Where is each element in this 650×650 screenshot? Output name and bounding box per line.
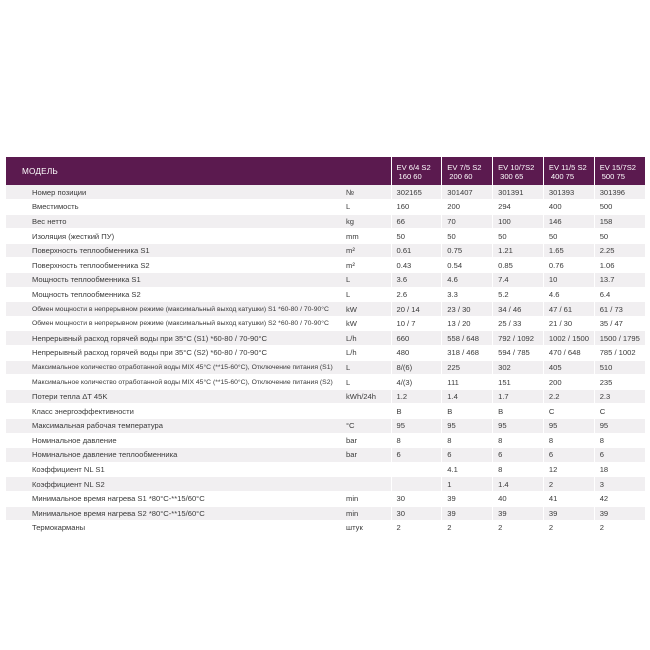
row-value: 8/(6) [391, 360, 442, 375]
row-value: 50 [493, 229, 544, 244]
table-row [6, 331, 645, 346]
header-row [6, 157, 645, 185]
model-name: EV 10/7S2 [498, 163, 535, 172]
row-value: 1 [442, 477, 493, 492]
row-label: Минимальное время нагрева S2 *80°C-**15/60°C [6, 506, 342, 521]
row-value: 1.2 [391, 389, 442, 404]
table-row [6, 302, 645, 317]
row-value: 318 / 468 [442, 346, 493, 361]
row-unit: L [342, 200, 391, 215]
row-value: B [391, 404, 442, 419]
model-header-cell [493, 157, 544, 185]
table-body [6, 185, 645, 535]
row-label: Мощность теплообменника S1 [6, 273, 342, 288]
row-label: Коэффициент NL S1 [6, 462, 342, 477]
row-value: C [543, 404, 594, 419]
row-value: 0.76 [543, 258, 594, 273]
table-row [6, 477, 645, 492]
row-value: 42 [594, 491, 645, 506]
row-value: 3.6 [391, 273, 442, 288]
row-unit: L [342, 360, 391, 375]
row-value: 2 [543, 477, 594, 492]
row-value: 61 / 73 [594, 302, 645, 317]
model-header-cell [594, 157, 645, 185]
row-label: Вес нетто [6, 214, 342, 229]
row-value: 400 [543, 200, 594, 215]
row-value: 30 [391, 506, 442, 521]
row-value: 39 [442, 506, 493, 521]
row-value: 40 [493, 491, 544, 506]
row-value: 1.4 [493, 477, 544, 492]
table-row [6, 491, 645, 506]
row-value: 5.2 [493, 287, 544, 302]
row-value: 8 [493, 433, 544, 448]
row-value: 66 [391, 214, 442, 229]
row-unit: L [342, 375, 391, 390]
model-spec: 300 65 [500, 172, 524, 181]
row-value: 13 / 20 [442, 316, 493, 331]
row-value: 1500 / 1795 [594, 331, 645, 346]
table-row [6, 448, 645, 463]
row-value: 301393 [543, 185, 594, 200]
row-value: 35 / 47 [594, 316, 645, 331]
model-spec: 160 60 [398, 172, 422, 181]
row-value: 160 [391, 200, 442, 215]
row-value: C [594, 404, 645, 419]
row-unit: L/h [342, 331, 391, 346]
row-value: 2.25 [594, 243, 645, 258]
row-value: 50 [594, 229, 645, 244]
table-row [6, 273, 645, 288]
row-value: 8 [594, 433, 645, 448]
row-value: 225 [442, 360, 493, 375]
row-value: 146 [543, 214, 594, 229]
row-value: 21 / 30 [543, 316, 594, 331]
row-value: 12 [543, 462, 594, 477]
row-value: 2.6 [391, 287, 442, 302]
table-row [6, 506, 645, 521]
row-value: 0.61 [391, 243, 442, 258]
row-value: 95 [543, 419, 594, 434]
model-spec: 200 60 [449, 172, 473, 181]
row-unit [342, 462, 391, 477]
row-value: 785 / 1002 [594, 346, 645, 361]
row-value: 558 / 648 [442, 331, 493, 346]
row-label: Поверхность теплообменника S1 [6, 243, 342, 258]
table-row [6, 419, 645, 434]
row-value: 47 / 61 [543, 302, 594, 317]
table-row [6, 229, 645, 244]
row-label: Мощность теплообменника S2 [6, 287, 342, 302]
row-unit: bar [342, 448, 391, 463]
row-label: Обмен мощности в непрерывном режиме (максимальный выход катушки) S1 *60-80 / 70-90°C [6, 302, 342, 317]
row-unit [342, 404, 391, 419]
row-value: 660 [391, 331, 442, 346]
row-label: Непрерывный расход горячей воды при 35°C (S2) *60-80 / 70-90°C [6, 346, 342, 361]
row-value: 1.65 [543, 243, 594, 258]
row-value: 151 [493, 375, 544, 390]
row-value: 0.43 [391, 258, 442, 273]
row-label: Потери тепла ΔT 45K [6, 389, 342, 404]
row-value: 18 [594, 462, 645, 477]
model-name: EV 7/5 S2 [447, 163, 482, 172]
row-label: Термокарманы [6, 521, 342, 536]
model-name: EV 6/4 S2 [396, 163, 431, 172]
table-row [6, 404, 645, 419]
row-value: 301407 [442, 185, 493, 200]
row-value [391, 477, 442, 492]
row-value: 2 [493, 521, 544, 536]
row-value: 470 / 648 [543, 346, 594, 361]
row-value: 39 [594, 506, 645, 521]
row-value: 0.75 [442, 243, 493, 258]
table-row [6, 375, 645, 390]
row-value: 500 [594, 200, 645, 215]
row-value: 39 [442, 491, 493, 506]
row-label: Номинальное давление теплообменника [6, 448, 342, 463]
row-label: Вместимость [6, 200, 342, 215]
table-row [6, 389, 645, 404]
row-value: 100 [493, 214, 544, 229]
table-row [6, 360, 645, 375]
row-value: 235 [594, 375, 645, 390]
table-row [6, 258, 645, 273]
row-value: 4.6 [442, 273, 493, 288]
row-value: 200 [543, 375, 594, 390]
row-value: 4/(3) [391, 375, 442, 390]
row-value: 10 [543, 273, 594, 288]
row-value: 7.4 [493, 273, 544, 288]
row-value: 200 [442, 200, 493, 215]
row-value: 2 [543, 521, 594, 536]
row-value: 2 [391, 521, 442, 536]
row-label: Поверхность теплообменника S2 [6, 258, 342, 273]
table-row [6, 521, 645, 536]
row-value: 1.06 [594, 258, 645, 273]
row-value: 6 [543, 448, 594, 463]
row-value: 2 [442, 521, 493, 536]
row-label: Номинальное давление [6, 433, 342, 448]
row-unit: штук [342, 521, 391, 536]
row-value: 1002 / 1500 [543, 331, 594, 346]
row-value: 792 / 1092 [493, 331, 544, 346]
row-unit [342, 477, 391, 492]
row-value: 50 [391, 229, 442, 244]
table-row [6, 433, 645, 448]
model-name: EV 11/5 S2 [548, 163, 587, 172]
row-unit: min [342, 491, 391, 506]
row-value: 2.2 [543, 389, 594, 404]
row-value: 8 [442, 433, 493, 448]
row-unit: L [342, 287, 391, 302]
row-value: 39 [493, 506, 544, 521]
row-value: 2.3 [594, 389, 645, 404]
row-value: 294 [493, 200, 544, 215]
model-spec: 400 75 [550, 172, 575, 181]
row-label: Класс энергоэффективности [6, 404, 342, 419]
row-value: 8 [391, 433, 442, 448]
spec-table [6, 157, 645, 536]
row-value: 70 [442, 214, 493, 229]
row-label: Изоляция (жесткий ПУ) [6, 229, 342, 244]
row-value: 4.6 [543, 287, 594, 302]
table-row [6, 243, 645, 258]
row-value: 23 / 30 [442, 302, 493, 317]
table-row [6, 185, 645, 200]
row-unit: m² [342, 243, 391, 258]
row-value: 25 / 33 [493, 316, 544, 331]
row-value: 13.7 [594, 273, 645, 288]
row-value: 3 [594, 477, 645, 492]
row-unit: mm [342, 229, 391, 244]
row-value: 301391 [493, 185, 544, 200]
model-header-cell [442, 157, 493, 185]
row-value: 50 [442, 229, 493, 244]
row-value: 510 [594, 360, 645, 375]
row-value: 0.54 [442, 258, 493, 273]
row-value: 30 [391, 491, 442, 506]
row-value: 4.1 [442, 462, 493, 477]
table-row [6, 316, 645, 331]
row-unit: kW [342, 302, 391, 317]
model-header-cell [543, 157, 594, 185]
row-value: 158 [594, 214, 645, 229]
row-unit: °C [342, 419, 391, 434]
row-label: Максимальное количество отработанной воды MIX 45°C (**15-60°C), Отключение питания (S1) [6, 360, 342, 375]
row-value: 95 [594, 419, 645, 434]
row-label: Обмен мощности в непрерывном режиме (максимальный выход катушки) S2 *60-80 / 70-90°C [6, 316, 342, 331]
row-value: 34 / 46 [493, 302, 544, 317]
model-spec: 500 75 [601, 172, 625, 181]
row-value: 480 [391, 346, 442, 361]
model-header-cell [391, 157, 442, 185]
row-unit: kW [342, 316, 391, 331]
row-value: 95 [442, 419, 493, 434]
row-unit: m² [342, 258, 391, 273]
row-value: 302165 [391, 185, 442, 200]
row-label: Максимальное количество отработанной воды MIX 45°C (**15-60°C), Отключение питания (S2) [6, 375, 342, 390]
row-unit: min [342, 506, 391, 521]
row-value: 6 [391, 448, 442, 463]
row-value: B [442, 404, 493, 419]
row-label: Минимальное время нагрева S1 *80°C-**15/60°C [6, 491, 342, 506]
row-value: 405 [543, 360, 594, 375]
row-value: 95 [391, 419, 442, 434]
row-value: 302 [493, 360, 544, 375]
row-value: 1.7 [493, 389, 544, 404]
row-unit: № [342, 185, 391, 200]
table-row [6, 214, 645, 229]
row-value: 10 / 7 [391, 316, 442, 331]
row-value: 6 [442, 448, 493, 463]
table-header [6, 157, 645, 185]
row-unit: bar [342, 433, 391, 448]
row-value: 41 [543, 491, 594, 506]
row-value: 20 / 14 [391, 302, 442, 317]
row-value: 594 / 785 [493, 346, 544, 361]
row-value: 2 [594, 521, 645, 536]
row-value: 50 [543, 229, 594, 244]
row-label: Номер позиции [6, 185, 342, 200]
row-unit: kg [342, 214, 391, 229]
row-value: 0.85 [493, 258, 544, 273]
table-row [6, 462, 645, 477]
row-value: 1.4 [442, 389, 493, 404]
row-unit: kWh/24h [342, 389, 391, 404]
row-label: Коэффициент NL S2 [6, 477, 342, 492]
row-unit: L/h [342, 346, 391, 361]
table-row [6, 287, 645, 302]
row-value: 8 [543, 433, 594, 448]
table-row [6, 346, 645, 361]
row-value [391, 462, 442, 477]
row-label: Непрерывный расход горячей воды при 35°C (S1) *60-80 / 70-90°C [6, 331, 342, 346]
row-value: 6 [594, 448, 645, 463]
row-value: B [493, 404, 544, 419]
row-value: 8 [493, 462, 544, 477]
table-row [6, 200, 645, 215]
model-header: МОДЕЛЬ [22, 166, 58, 176]
row-label: Максимальная рабочая температура [6, 419, 342, 434]
row-unit: L [342, 273, 391, 288]
row-value: 6.4 [594, 287, 645, 302]
row-value: 1.21 [493, 243, 544, 258]
row-value: 95 [493, 419, 544, 434]
model-name: EV 15/7S2 [599, 163, 636, 172]
row-value: 111 [442, 375, 493, 390]
row-value: 301396 [594, 185, 645, 200]
row-value: 6 [493, 448, 544, 463]
row-value: 39 [543, 506, 594, 521]
row-value: 3.3 [442, 287, 493, 302]
